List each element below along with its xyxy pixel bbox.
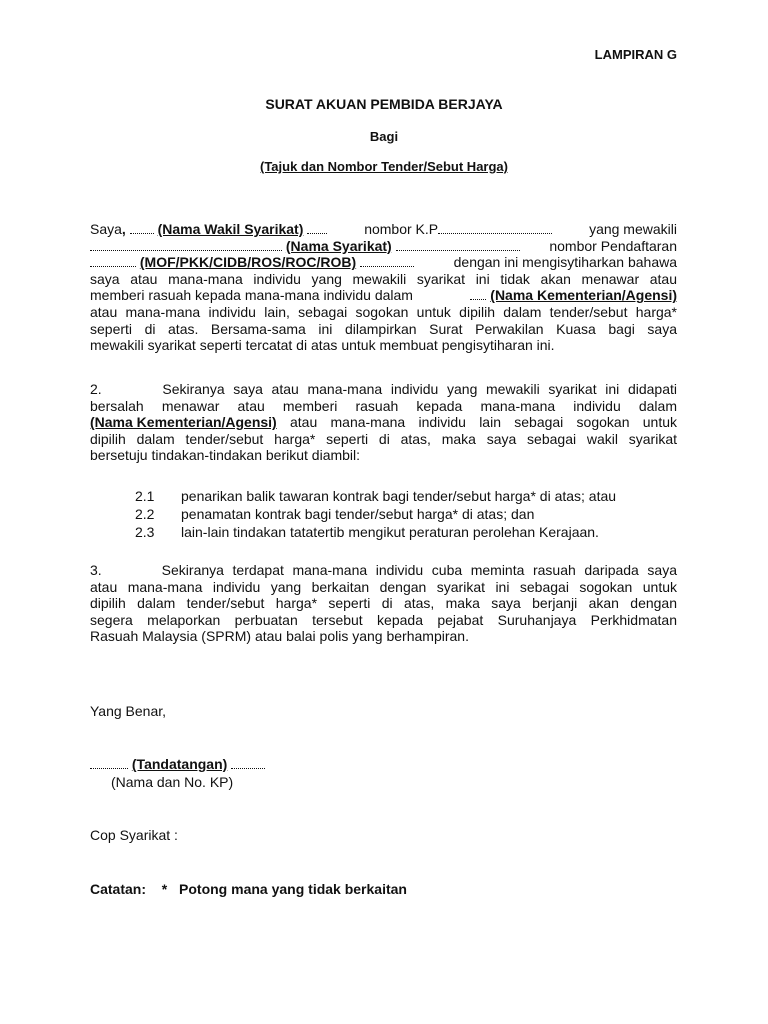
- page-title: SURAT AKUAN PEMBIDA BERJAYA: [265, 96, 503, 112]
- para2-line-3: (Nama Kementerian/Agensi) atau mana-mana individu lain sebagai sogokan untuk: [90, 414, 677, 431]
- company-stamp-label: Cop Syarikat :: [90, 827, 178, 843]
- signature-field: (Tandatangan): [131, 756, 228, 772]
- list-item: 2.1 penarikan balik tawaran kontrak bagi tender/sebut harga* di atas; atau: [135, 488, 617, 504]
- blank-line: [307, 222, 327, 234]
- para3-line-3: dipilih dalam tender/sebut harga* seperti di atas, maka saya berjanji akan dengan: [90, 595, 677, 612]
- yang-benar: Yang Benar,: [90, 703, 167, 719]
- paragraph-1: [90, 221, 677, 354]
- name-kp-label: (Nama dan No. KP): [111, 774, 234, 790]
- blank-line: [90, 255, 136, 267]
- field-nombor-kp-blank: [438, 222, 552, 234]
- para1-line-8: mewakili syarikat seperti tercatat di atas untuk membuat pengisytiharan ini.: [90, 337, 555, 354]
- annex-label: LAMPIRAN G: [594, 47, 677, 62]
- para1-line-1: [90, 221, 677, 238]
- para1-line-5: memberi rasuah kepada mana-mana individu dalam (Nama Kementerian/Agensi): [90, 287, 677, 304]
- note: [90, 881, 407, 898]
- field-kementerian-2: (Nama Kementerian/Agensi): [90, 414, 277, 431]
- blank-line: [90, 239, 282, 251]
- declares-text: dengan ini mengisytiharkan bahawa: [453, 254, 677, 271]
- blank-line: [360, 255, 414, 267]
- signature-line: [90, 756, 265, 773]
- para2-line-2: bersalah menawar atau memberi rasuah kepada mana-mana individu dalam: [90, 397, 677, 414]
- field-reg-types: (MOF/PKK/CIDB/ROS/ROC/ROB): [139, 254, 357, 271]
- list-item: 2.3 lain-lain tindakan tatatertib mengikut peraturan perolehan Kerajaan.: [135, 524, 599, 540]
- blank-line: [130, 222, 154, 234]
- tender-title: (Tajuk dan Nombor Tender/Sebut Harga): [260, 159, 508, 174]
- para2-line-4: dipilih dalam tender/sebut harga* seperti di atas, maka saya sebagai wakil syarikat: [90, 430, 677, 447]
- para1-line-4: saya atau mana-mana individu yang mewakili syarikat ini tidak akan menawar atau: [90, 270, 677, 287]
- para2-line-1: 2. Sekiranya saya atau mana-mana individu yang mewakili syarikat ini didapati: [90, 381, 677, 397]
- field-nama-wakil: (Nama Wakil Syarikat): [157, 221, 304, 237]
- para3-line-2: atau mana-mana individu yang berkaitan dengan syarikat ini sebagai sogokan untuk: [90, 578, 677, 595]
- blank-line: [396, 239, 520, 251]
- field-kementerian: (Nama Kementerian/Agensi): [490, 287, 677, 304]
- blank-line: [231, 757, 265, 769]
- title-for: Bagi: [369, 129, 399, 144]
- paragraph-3: [90, 562, 677, 645]
- para3-line-5: Rasuah Malaysia (SPRM) atau balai polis yang berhampiran.: [90, 628, 469, 645]
- para1-line-3: [90, 254, 677, 271]
- note-label: Catatan:: [90, 881, 147, 897]
- saya-comma: ,: [121, 221, 126, 237]
- field-nama-syarikat: (Nama Syarikat): [285, 237, 392, 254]
- nombor-pendaftaran-label: nombor Pendaftaran: [549, 237, 677, 254]
- para1-line-2: [90, 238, 677, 255]
- para1-line-6: atau mana-mana individu lain, sebagai sogokan untuk dipilih dalam tender/sebut harga*: [90, 303, 677, 320]
- saya-text: Saya: [90, 221, 122, 237]
- paragraph-2: [90, 381, 677, 464]
- nombor-kp-label: nombor K.P: [364, 221, 439, 237]
- blank-line: [90, 757, 128, 769]
- blank-line: [470, 288, 486, 300]
- para3-line-4: segera melaporkan perbuatan tersebut kepada pejabat Suruhanjaya Perkhidmatan: [90, 611, 677, 628]
- para1-line-7: seperti di atas. Bersama-sama ini dilampirkan Surat Perwakilan Kuasa bagi saya: [90, 320, 677, 337]
- note-text: Potong mana yang tidak berkaitan: [179, 881, 407, 897]
- para2-line-5: bersetuju tindakan-tindakan berikut diambil:: [90, 447, 361, 464]
- para3-line-1: 3. Sekiranya terdapat mana-mana individu cuba meminta rasuah daripada saya: [90, 562, 677, 578]
- list-item: 2.2 penamatan kontrak bagi tender/sebut harga* di atas; dan: [135, 506, 535, 522]
- yang-mewakili-text: yang mewakili: [589, 221, 677, 237]
- note-star: *: [161, 881, 168, 897]
